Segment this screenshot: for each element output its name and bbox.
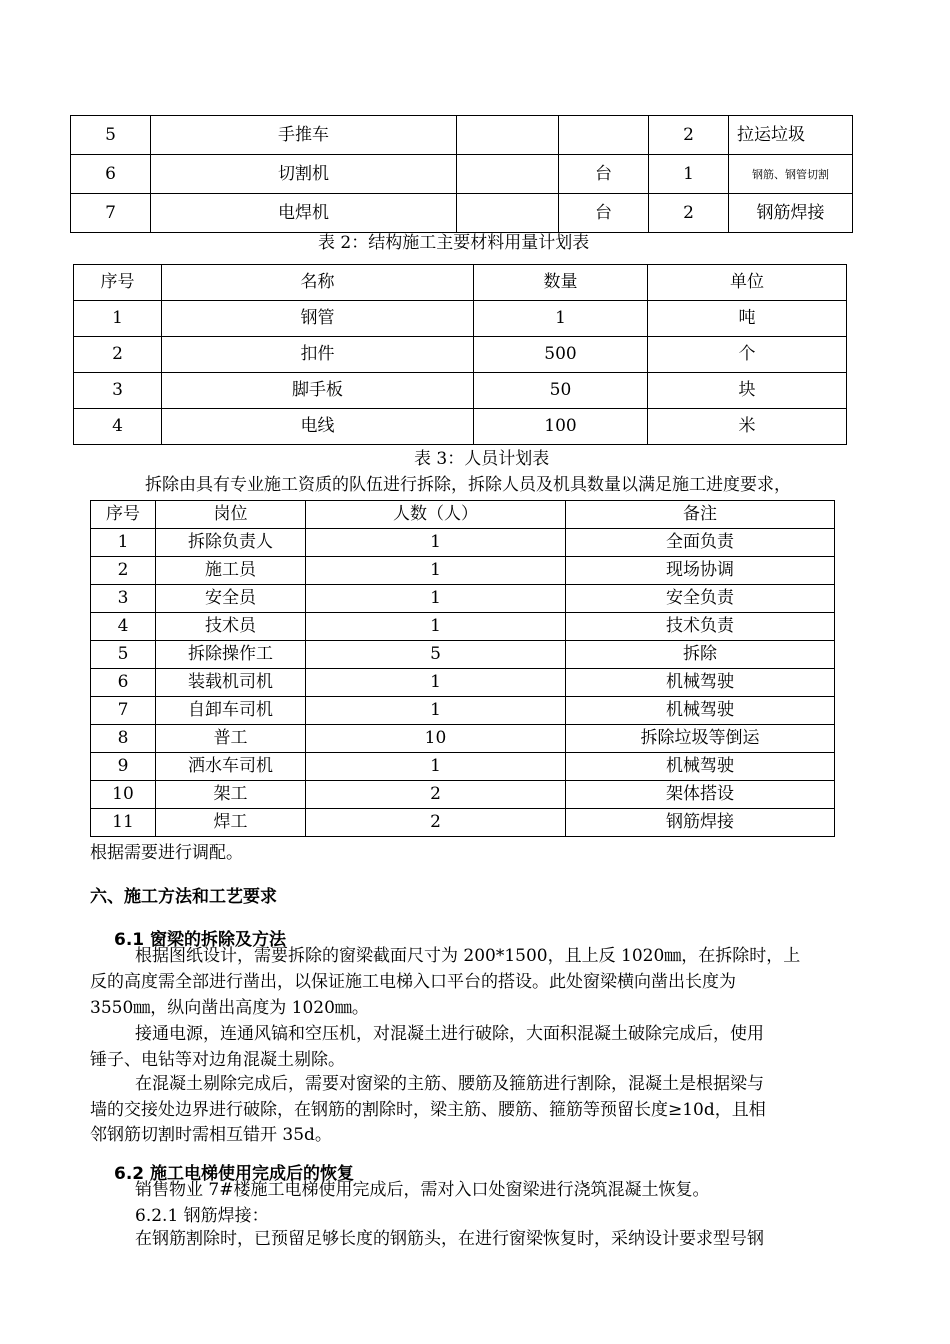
table-row xyxy=(74,409,847,445)
cell: 7 xyxy=(91,697,156,725)
table3-intro: 拆除由具有专业施工资质的队伍进行拆除，拆除人员及机具数量以满足施工进度要求， xyxy=(145,475,791,495)
cell: 1 xyxy=(306,585,566,613)
table-header-row xyxy=(91,501,835,529)
table-row xyxy=(71,155,853,194)
cell: 4 xyxy=(91,613,156,641)
table3-after: 根据需要进行调配。 xyxy=(90,843,243,863)
cell: 6 xyxy=(91,669,156,697)
cell: 1 xyxy=(306,753,566,781)
cell: 安全员 xyxy=(156,585,306,613)
cell: 技术负责 xyxy=(566,613,835,641)
paragraph: 墙的交接处边界进行破除，在钢筋的割除时，梁主筋、腰筋、箍筋等预留长度≥10d，且相 xyxy=(90,1100,766,1120)
cell: 500 xyxy=(474,337,648,373)
cell: 50 xyxy=(474,373,648,409)
cell-name: 切割机 xyxy=(151,155,457,194)
cell-qty: 2 xyxy=(649,194,729,233)
section61-title: 6.1 窗梁的拆除及方法 xyxy=(114,930,287,950)
cell: 洒水车司机 xyxy=(156,753,306,781)
header-qty: 数量 xyxy=(474,265,648,301)
paragraph: 3550㎜，纵向凿出高度为 1020㎜。 xyxy=(90,998,369,1018)
cell: 1 xyxy=(306,529,566,557)
header-unit: 单位 xyxy=(648,265,847,301)
cell-qty: 1 xyxy=(649,155,729,194)
cell: 技术员 xyxy=(156,613,306,641)
paragraph: 邻钢筋切割时需相互错开 35d。 xyxy=(90,1125,332,1145)
cell-empty xyxy=(457,116,559,155)
cell: 架体搭设 xyxy=(566,781,835,809)
cell-empty xyxy=(457,155,559,194)
cell: 钢筋焊接 xyxy=(566,809,835,837)
cell: 10 xyxy=(91,781,156,809)
cell: 1 xyxy=(74,301,162,337)
cell: 2 xyxy=(91,557,156,585)
cell: 机械驾驶 xyxy=(566,697,835,725)
table-row xyxy=(91,641,835,669)
cell: 电线 xyxy=(162,409,474,445)
cell: 1 xyxy=(306,697,566,725)
cell: 自卸车司机 xyxy=(156,697,306,725)
table-row xyxy=(91,697,835,725)
table-row xyxy=(91,725,835,753)
header-no: 序号 xyxy=(91,501,156,529)
cell-use: 拉运垃圾 xyxy=(729,116,853,155)
cell: 普工 xyxy=(156,725,306,753)
cell-unit: 台 xyxy=(559,155,649,194)
personnel-table xyxy=(90,500,835,837)
cell-qty: 2 xyxy=(649,116,729,155)
table-row xyxy=(91,669,835,697)
cell: 拆除负责人 xyxy=(156,529,306,557)
cell: 机械驾驶 xyxy=(566,669,835,697)
header-name: 名称 xyxy=(162,265,474,301)
cell-empty xyxy=(457,194,559,233)
table-row xyxy=(91,809,835,837)
paragraph: 接通电源，连通风镐和空压机，对混凝土进行破除，大面积混凝土破除完成后，使用 xyxy=(135,1024,764,1044)
cell: 5 xyxy=(91,641,156,669)
cell: 钢管 xyxy=(162,301,474,337)
cell: 4 xyxy=(74,409,162,445)
table-row xyxy=(74,301,847,337)
table-row xyxy=(91,753,835,781)
paragraph: 在混凝土剔除完成后，需要对窗梁的主筋、腰筋及箍筋进行割除，混凝土是根据梁与 xyxy=(135,1074,764,1094)
section62-title: 6.2 施工电梯使用完成后的恢复 xyxy=(114,1164,355,1184)
paragraph: 锤子、电钻等对边角混凝土剔除。 xyxy=(90,1050,345,1070)
cell: 拆除操作工 xyxy=(156,641,306,669)
cell-use: 钢筋、钢管切割 xyxy=(729,155,853,194)
cell-no: 6 xyxy=(71,155,151,194)
section6-title: 六、施工方法和工艺要求 xyxy=(90,887,277,907)
cell-unit xyxy=(559,116,649,155)
table-row xyxy=(91,585,835,613)
table-row xyxy=(74,373,847,409)
cell: 架工 xyxy=(156,781,306,809)
subsection-title: 6.2.1 钢筋焊接： xyxy=(135,1206,269,1226)
cell: 机械驾驶 xyxy=(566,753,835,781)
materials-table xyxy=(73,264,847,445)
table3-caption: 表 3：人员计划表 xyxy=(414,449,550,469)
cell: 3 xyxy=(74,373,162,409)
paragraph: 销售物业 7#楼施工电梯使用完成后，需对入口处窗梁进行浇筑混凝土恢复。 xyxy=(135,1180,710,1200)
cell: 1 xyxy=(91,529,156,557)
table-header-row xyxy=(74,265,847,301)
paragraph: 反的高度需全部进行凿出，以保证施工电梯入口平台的搭设。此处窗梁横向凿出长度为 xyxy=(90,972,736,992)
cell-no: 7 xyxy=(71,194,151,233)
table-row xyxy=(91,529,835,557)
cell: 8 xyxy=(91,725,156,753)
cell: 1 xyxy=(474,301,648,337)
paragraph: 在钢筋割除时，已预留足够长度的钢筋头，在进行窗梁恢复时，采纳设计要求型号钢 xyxy=(135,1229,764,1249)
table-row xyxy=(91,613,835,641)
cell: 施工员 xyxy=(156,557,306,585)
cell: 10 xyxy=(306,725,566,753)
header-post: 岗位 xyxy=(156,501,306,529)
cell: 现场协调 xyxy=(566,557,835,585)
cell-use: 钢筋焊接 xyxy=(729,194,853,233)
cell: 1 xyxy=(306,613,566,641)
header-note: 备注 xyxy=(566,501,835,529)
header-no: 序号 xyxy=(74,265,162,301)
cell: 焊工 xyxy=(156,809,306,837)
cell-name: 电焊机 xyxy=(151,194,457,233)
cell: 9 xyxy=(91,753,156,781)
table-row xyxy=(71,116,853,155)
cell-unit: 台 xyxy=(559,194,649,233)
cell: 装载机司机 xyxy=(156,669,306,697)
cell: 2 xyxy=(74,337,162,373)
table-row xyxy=(91,557,835,585)
cell: 2 xyxy=(306,781,566,809)
cell: 拆除垃圾等倒运 xyxy=(566,725,835,753)
cell-no: 5 xyxy=(71,116,151,155)
cell-name: 手推车 xyxy=(151,116,457,155)
cell: 100 xyxy=(474,409,648,445)
table2-caption: 表 2：结构施工主要材料用量计划表 xyxy=(318,233,590,253)
cell: 个 xyxy=(648,337,847,373)
table-row xyxy=(74,337,847,373)
equipment-table xyxy=(70,115,853,233)
table-row xyxy=(91,781,835,809)
cell: 1 xyxy=(306,669,566,697)
cell: 3 xyxy=(91,585,156,613)
cell: 扣件 xyxy=(162,337,474,373)
cell: 块 xyxy=(648,373,847,409)
cell: 2 xyxy=(306,809,566,837)
cell: 11 xyxy=(91,809,156,837)
cell: 拆除 xyxy=(566,641,835,669)
cell: 1 xyxy=(306,557,566,585)
paragraph: 根据图纸设计，需要拆除的窗梁截面尺寸为 200*1500，且上反 1020㎜，在拆除时，上 xyxy=(135,946,801,966)
cell: 米 xyxy=(648,409,847,445)
table-row xyxy=(71,194,853,233)
header-count: 人数（人） xyxy=(306,501,566,529)
cell: 吨 xyxy=(648,301,847,337)
cell: 安全负责 xyxy=(566,585,835,613)
cell: 全面负责 xyxy=(566,529,835,557)
cell: 5 xyxy=(306,641,566,669)
cell: 脚手板 xyxy=(162,373,474,409)
